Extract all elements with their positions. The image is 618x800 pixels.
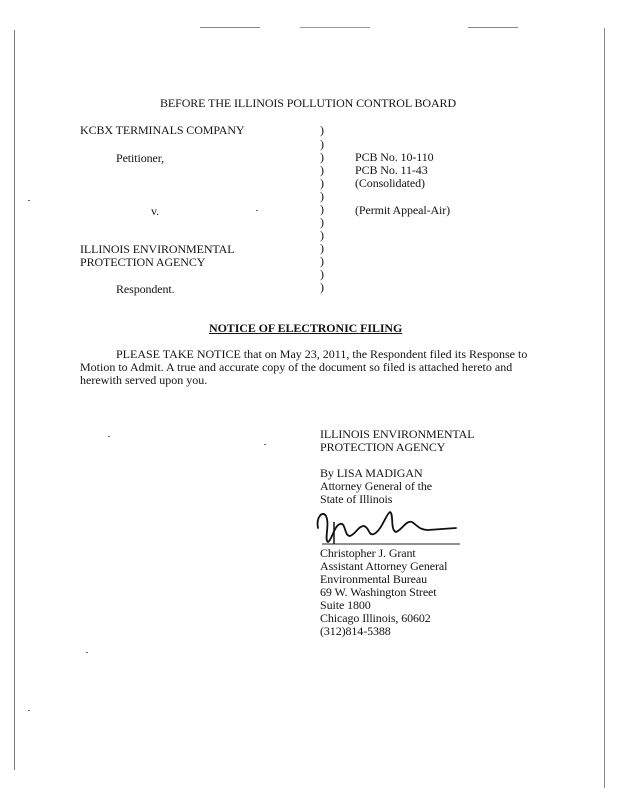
caption-paren: ) <box>320 189 324 203</box>
notice-body: PLEASE TAKE NOTICE that on May 23, 2011, the Respondent filed its Response to Motion to Admit. A true and accurate copy of the document so filed is attached hereto and herewith served upon you. <box>80 347 528 387</box>
agency-line-1: ILLINOIS ENVIRONMENTAL <box>320 427 475 441</box>
scan-edge-right <box>604 28 605 788</box>
case-number-1: PCB No. 10-110 <box>355 150 434 164</box>
appeal-type: (Permit Appeal-Air) <box>355 203 451 217</box>
scan-speck <box>256 210 258 211</box>
caption-paren: ) <box>320 280 324 294</box>
scan-speck <box>264 444 266 445</box>
petitioner-name: KCBX TERMINALS COMPANY <box>80 123 245 137</box>
board-heading: BEFORE THE ILLINOIS POLLUTION CONTROL BOARD <box>160 96 457 110</box>
scan-speck <box>86 652 88 653</box>
caption-paren: ) <box>320 241 324 255</box>
handwritten-signature <box>310 500 470 550</box>
caption-paren: ) <box>320 228 324 242</box>
suite-number: Suite 1800 <box>320 598 371 612</box>
street-address: 69 W. Washington Street <box>320 585 437 599</box>
notice-title: NOTICE OF ELECTRONIC FILING <box>209 321 403 335</box>
scan-edge-left <box>14 30 15 770</box>
caption-paren: ) <box>320 137 324 151</box>
phone-number: (312)814-5388 <box>320 624 391 638</box>
scan-speck <box>28 710 30 711</box>
caption-paren: ) <box>320 254 324 268</box>
bureau-name: Environmental Bureau <box>320 572 427 586</box>
by-line: By LISA MADIGAN <box>320 466 423 480</box>
versus-label: v. <box>151 204 160 218</box>
scan-top-mark-1 <box>200 27 260 28</box>
case-number-2: PCB No. 11-43 <box>355 163 428 177</box>
attorney-name: Christopher J. Grant <box>320 546 416 560</box>
caption-paren: ) <box>320 202 324 216</box>
scan-top-mark-3 <box>468 27 518 28</box>
caption-paren: ) <box>320 123 324 137</box>
state-label: State of Illinois <box>320 492 393 506</box>
agency-line-2: PROTECTION AGENCY <box>320 440 446 454</box>
attorney-title: Assistant Attorney General <box>320 559 448 573</box>
respondent-role: Respondent. <box>116 282 175 296</box>
consolidated-label: (Consolidated) <box>355 176 425 190</box>
caption-paren: ) <box>320 267 324 281</box>
respondent-name-line-1: ILLINOIS ENVIRONMENTAL <box>80 242 235 256</box>
petitioner-role: Petitioner, <box>116 151 165 165</box>
respondent-name-line-2: PROTECTION AGENCY <box>80 255 206 269</box>
city-line: Chicago Illinois, 60602 <box>320 611 431 625</box>
scan-speck <box>108 436 110 437</box>
ag-title: Attorney General of the <box>320 479 432 493</box>
caption-paren: ) <box>320 150 324 164</box>
scan-speck <box>28 200 30 201</box>
caption-paren: ) <box>320 176 324 190</box>
caption-paren: ) <box>320 163 324 177</box>
caption-paren: ) <box>320 215 324 229</box>
scan-top-mark-2 <box>300 27 370 28</box>
